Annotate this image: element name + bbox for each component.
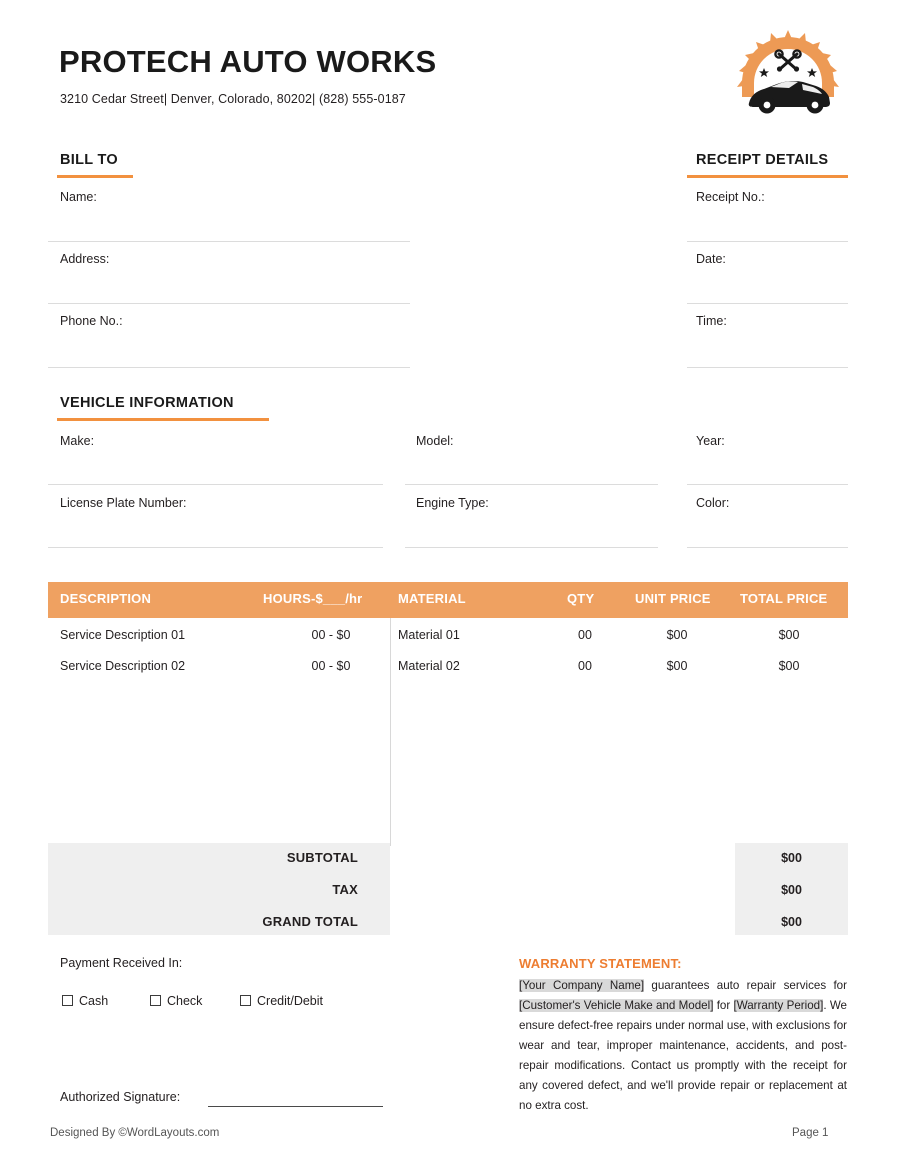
subtotal-value: $00: [781, 851, 802, 865]
vehicle-information-rule: [57, 418, 269, 421]
field-label-engine-type: Engine Type:: [416, 496, 489, 510]
field-label-make: Make:: [60, 434, 95, 448]
page-title: PROTECH AUTO WORKS: [59, 44, 437, 79]
warranty-placeholder-period: [Warranty Period]: [733, 999, 824, 1012]
subtotal-label: SUBTOTAL: [286, 850, 358, 865]
grand-total-label: GRAND TOTAL: [262, 914, 358, 929]
table-row: $00: [778, 628, 800, 642]
field-label-time: Time:: [696, 314, 727, 328]
column-header-total-price: TOTAL PRICE: [740, 591, 828, 606]
tax-value: $00: [781, 883, 802, 897]
warranty-placeholder-vehicle: [Customer's Vehicle Make and Model]: [519, 999, 714, 1012]
payment-option-check-label: Check: [167, 994, 203, 1008]
footer-page-number: Page 1: [792, 1127, 829, 1139]
warranty-text-3: . We ensure defect-free repairs under normal use, with exclusions for wear and tear, improper maintenance, accidents, and post-repair modifications. Contact us promptly with the receipt for any covered defect, and we'll provide repair or replacement at no extra cost.: [519, 999, 847, 1112]
tax-label: TAX: [332, 882, 358, 897]
table-row: 00: [578, 628, 592, 642]
warranty-statement-title: WARRANTY STATEMENT:: [519, 956, 682, 971]
authorized-signature-line[interactable]: [208, 1106, 383, 1107]
table-row: 00: [578, 659, 592, 673]
authorized-signature-label: Authorized Signature:: [60, 1090, 181, 1104]
payment-option-check[interactable]: [150, 994, 202, 1008]
field-label-address: Address:: [60, 252, 110, 266]
table-row: Service Description 02: [60, 659, 186, 673]
receipt-details-rule: [687, 175, 848, 178]
table-row: 00 - $0: [311, 659, 351, 673]
field-label-phone: Phone No.:: [60, 314, 123, 328]
field-label-year: Year:: [696, 434, 725, 448]
field-label-license-plate: License Plate Number:: [60, 496, 187, 510]
payment-option-cash-label: Cash: [79, 994, 109, 1008]
field-label-color: Color:: [696, 496, 730, 510]
warranty-placeholder-company: [Your Company Name]: [519, 979, 645, 992]
payment-option-cash[interactable]: [62, 994, 108, 1008]
field-label-date: Date:: [696, 252, 726, 266]
payment-option-credit-debit[interactable]: [240, 994, 323, 1008]
warranty-statement-body: [519, 976, 847, 1116]
checkbox-check[interactable]: [150, 995, 161, 1006]
vehicle-information-heading: VEHICLE INFORMATION: [60, 395, 234, 411]
field-label-name: Name:: [60, 190, 97, 204]
column-header-description: DESCRIPTION: [60, 591, 152, 606]
auto-repair-badge-logo: [727, 27, 849, 121]
column-header-unit-price: UNIT PRICE: [635, 591, 711, 606]
payment-option-credit-debit-label: Credit/Debit: [257, 994, 323, 1008]
field-line-phone: [48, 367, 410, 368]
bill-to-heading: BILL TO: [60, 152, 118, 168]
field-line-date: [687, 303, 848, 304]
checkbox-credit-debit[interactable]: [240, 995, 251, 1006]
field-line-color: [687, 547, 848, 548]
field-line-name: [48, 241, 410, 242]
company-address: 3210 Cedar Street| Denver, Colorado, 80202| (828) 555-0187: [60, 92, 406, 106]
checkbox-cash[interactable]: [62, 995, 73, 1006]
table-row: $00: [778, 659, 800, 673]
warranty-text-1: guarantees auto repair services for: [644, 979, 847, 992]
receipt-details-heading: RECEIPT DETAILS: [696, 152, 829, 168]
footer-designed-by: Designed By ©WordLayouts.com: [50, 1127, 220, 1139]
warranty-text-2: for: [713, 999, 734, 1012]
field-label-receipt-no: Receipt No.:: [696, 190, 765, 204]
table-vertical-divider: [390, 618, 391, 846]
field-line-make: [48, 484, 383, 485]
field-line-model: [405, 484, 658, 485]
payment-received-label: Payment Received In:: [60, 956, 183, 970]
field-line-time: [687, 367, 848, 368]
table-row: $00: [666, 659, 688, 673]
field-line-receipt-no: [687, 241, 848, 242]
column-header-qty: QTY: [567, 591, 595, 606]
table-row: Material 02: [398, 659, 460, 673]
field-label-model: Model:: [416, 434, 454, 448]
table-row: Material 01: [398, 628, 460, 642]
field-line-address: [48, 303, 410, 304]
table-row: $00: [666, 628, 688, 642]
field-line-engine-type: [405, 547, 658, 548]
table-row: Service Description 01: [60, 628, 186, 642]
table-row: 00 - $0: [311, 628, 351, 642]
grand-total-value: $00: [781, 915, 802, 929]
column-header-material: MATERIAL: [398, 591, 466, 606]
column-header-hours: HOURS-$___/hr: [263, 591, 363, 606]
field-line-license-plate: [48, 547, 383, 548]
field-line-year: [687, 484, 848, 485]
items-table-header: [48, 582, 848, 618]
bill-to-rule: [57, 175, 133, 178]
